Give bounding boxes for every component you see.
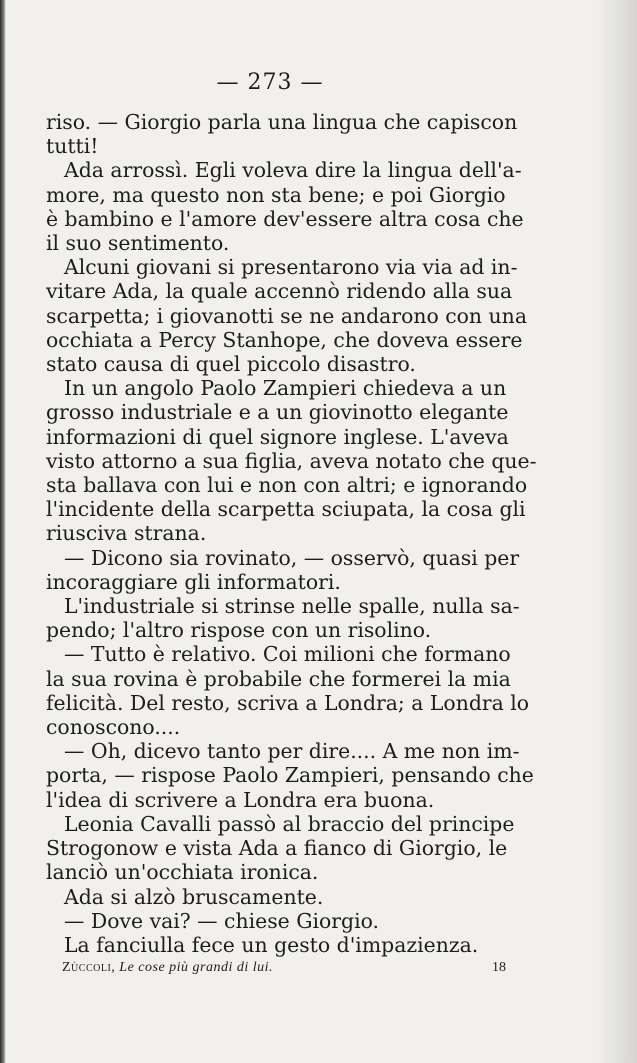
text-line: informazioni di quel signore inglese. L'aveva bbox=[46, 424, 509, 449]
text-line: vitare Ada, la quale accennò ridendo alla sua bbox=[46, 279, 513, 304]
page-binding-edge bbox=[0, 0, 6, 1063]
text-line: Ada arrossì. Egli voleva dire la lingua dell'a- bbox=[64, 158, 522, 183]
text-line: il suo sentimento. bbox=[46, 231, 230, 256]
text-line: riusciva strana. bbox=[46, 521, 207, 546]
footer-author: Zùccoli, bbox=[62, 960, 116, 975]
text-line: — Dicono sia rovinato, — osservò, quasi per bbox=[64, 545, 520, 570]
paragraph bbox=[46, 255, 527, 377]
text-line: sta ballava con lui e non con altri; e ignorando bbox=[46, 473, 528, 498]
paragraph bbox=[46, 158, 524, 256]
text-line: more, ma questo non sta bene; e poi Giorgio bbox=[46, 182, 506, 207]
text-line: occhiata a Percy Stanhope, che doveva essere bbox=[46, 327, 523, 352]
text-line: l'idea di scrivere a Londra era buona. bbox=[46, 787, 435, 812]
text-line: conoscono.... bbox=[46, 715, 181, 740]
text-line: grosso industriale e a un giovinotto elegante bbox=[46, 400, 509, 425]
paragraph bbox=[46, 739, 534, 812]
text-line: felicità. Del resto, scriva a Londra; a Londra lo bbox=[46, 690, 530, 715]
paragraph bbox=[46, 909, 504, 933]
text-line: è bambino e l'amore dev'essere altra cosa che bbox=[46, 206, 524, 231]
paragraph bbox=[46, 110, 518, 159]
text-line: In un angolo Paolo Zampieri chiedeva a un bbox=[64, 376, 507, 401]
footer bbox=[62, 960, 506, 976]
paragraph bbox=[46, 885, 504, 909]
paragraph bbox=[46, 642, 530, 740]
text-line: L'industriale si strinse nelle spalle, nulla sa- bbox=[64, 594, 520, 619]
footer-title: Le cose più grandi di lui. bbox=[119, 960, 274, 975]
paragraph bbox=[46, 594, 520, 643]
text-line: visto attorno a sua figlia, aveva notato che que- bbox=[46, 448, 537, 473]
page-number: — 273 — bbox=[216, 70, 324, 95]
text-line: — Tutto è relativo. Coi milioni che formano bbox=[64, 642, 511, 667]
paragraph bbox=[46, 933, 504, 957]
text-line: — Oh, dicevo tanto per dire.... A me non im- bbox=[64, 739, 520, 764]
text-line: lanciò un'occhiata ironica. bbox=[46, 860, 319, 885]
paragraph bbox=[46, 545, 520, 594]
text-line: Leonia Cavalli passò al braccio del principe bbox=[64, 811, 515, 836]
text-line: incoraggiare gli informatori. bbox=[46, 569, 341, 594]
body-text bbox=[46, 110, 537, 957]
page-shadow bbox=[597, 0, 637, 1063]
text-line: scarpetta; i giovanotti se ne andarono con una bbox=[46, 303, 527, 328]
text-line: Strogonow e vista Ada a fianco di Giorgio, le bbox=[46, 836, 508, 861]
text-line: Ada si alzò bruscamente. bbox=[64, 884, 324, 909]
footer-gathering-number: 18 bbox=[492, 960, 506, 975]
paragraph bbox=[46, 811, 515, 885]
text-line: porta, — rispose Paolo Zampieri, pensando che bbox=[46, 763, 534, 788]
text-line: tutti! bbox=[46, 134, 99, 159]
footer-signature-mark bbox=[62, 960, 273, 976]
text-line: La fanciulla fece un gesto d'impazienza. bbox=[64, 932, 479, 957]
text-line: stato causa di quel piccolo disastro. bbox=[46, 352, 416, 377]
text-line: pendo; l'altro rispose con un risolino. bbox=[46, 618, 432, 643]
text-line: Alcuni giovani si presentarono via via ad in- bbox=[64, 255, 518, 280]
text-line: riso. — Giorgio parla una lingua che capiscon bbox=[46, 110, 518, 134]
text-line: la sua rovina è probabile che formerei la mia bbox=[46, 666, 511, 691]
text-line: l'incidente della scarpetta sciupata, la cosa gli bbox=[46, 497, 526, 522]
paragraph bbox=[46, 376, 537, 546]
text-line: — Dove vai? — chiese Giorgio. bbox=[64, 908, 380, 933]
